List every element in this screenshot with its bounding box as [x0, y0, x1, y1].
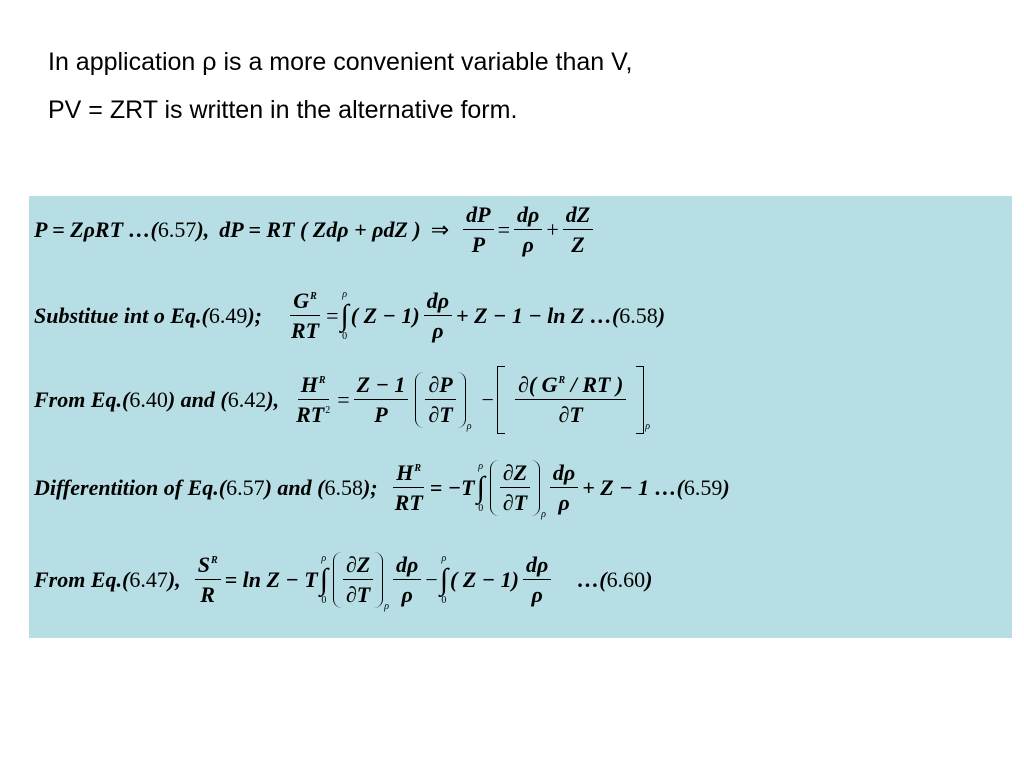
eq2-ref2: 6.58: [619, 302, 658, 328]
eq1-lhs: P = ZρRT …(: [34, 216, 158, 242]
eq1-plus: +: [546, 216, 559, 242]
eq3-equals: =: [337, 386, 350, 412]
eq2-tail: + Z − 1 − ln Z …(: [456, 302, 620, 328]
eq2-lhs-frac: $\frac{G^R}{RT}$: [291, 288, 320, 344]
eq5-prefix: From Eq.(: [34, 566, 130, 592]
eq1-ref: 6.57: [157, 216, 197, 242]
eq4-lhs-frac: $\frac{H^R}{RT}$: [394, 460, 423, 516]
integral-sign: ρ ∫ 0: [476, 460, 485, 514]
eq3-bracket: $\frac{\partial( G^R / RT )}{\partial T}$: [497, 372, 644, 428]
eq4-frac-drho: $\frac{d\rho}{\rho}$: [550, 460, 578, 516]
equation-from-6-40: From Eq.( 6.40 ) and ( 6.42 ), $\frac{H^R}{RT^2}$ = $\frac{Z - 1}{P}$ $\frac{\partial P}{\partial T}$ ρ − $\frac{\partial( G^R / RT )}{\partial T}$ ρ: [34, 372, 651, 432]
equation-6-58: Substitue int o Eq.( 6.49 ); $\frac{G^R}{RT}$ = ρ ∫ 0 ( Z − 1) $\frac{d\rho}{\rho}$ + Z − 1 − ln Z …( 6.58 ): [34, 288, 666, 344]
eq2-frac-drho: $\frac{d\rho}{\rho}$: [424, 288, 452, 344]
integral-sign: ρ ∫ 0: [340, 288, 349, 342]
equation-box: [29, 196, 1012, 638]
eq5-frac-drho: $\frac{d\rho}{\rho}$: [393, 552, 421, 608]
eq1-differential: dP = RT ( Zdρ + ρdZ ): [219, 216, 421, 242]
equation-6-57: [34, 202, 597, 258]
equation-6-60: From Eq.( 6.47 ), $\frac{S^R}{R}$ = ln Z − T ρ ∫ 0 $\frac{\partial Z}{\partial T}$ ρ $\frac{d\rho}{\rho}$ − ρ ∫ 0 ( Z − 1) $\frac{d\rho}{\rho}$ …( 6.60 ): [34, 552, 653, 612]
eq4-partial-paren: $\frac{\partial Z}{\partial T}$: [490, 460, 540, 516]
intro-line-1: In application ρ is a more convenient variable than V,: [48, 48, 633, 76]
eq5-tail: …(: [577, 566, 607, 592]
eq3-ref1: 6.40: [129, 386, 168, 412]
eq5-frac-drho-2: $\frac{d\rho}{\rho}$: [523, 552, 551, 608]
eq3-partial-paren: $\frac{\partial P}{\partial T}$: [415, 372, 465, 428]
eq3-ref2: 6.42: [227, 386, 267, 412]
eq3-frac-z: $\frac{Z - 1}{P}$: [354, 372, 409, 428]
eq3-minus: −: [481, 386, 494, 412]
eq4-prefix: Differentition of Eq.(: [34, 474, 227, 500]
equation-6-59: Differentition of Eq.( 6.57 ) and ( 6.58 ); $\frac{H^R}{RT}$ = −T ρ ∫ 0 $\frac{\partial Z}{\partial T}$ ρ $\frac{d\rho}{\rho}$ + Z − 1 …( 6.59 ): [34, 460, 730, 520]
eq4-equals: = −T: [429, 474, 475, 500]
eq3-prefix: From Eq.(: [34, 386, 130, 412]
eq2-equals: =: [326, 302, 339, 328]
integral-sign: ρ ∫ 0: [439, 552, 449, 606]
eq5-lhs-frac: $\frac{S^R}{R}$: [195, 552, 221, 608]
eq1-frac-drho: $\frac{d\rho}{\rho}$: [514, 202, 542, 258]
eq2-ref: 6.49: [208, 302, 248, 328]
eq1-frac-dp: $\frac{dP}{P}$: [463, 202, 493, 258]
eq5-minus: −: [425, 566, 438, 592]
eq1-close: ),: [196, 216, 210, 242]
eq2-close: );: [247, 302, 262, 328]
intro-text: [48, 38, 633, 134]
eq2-prefix: Substitue int o Eq.(: [34, 302, 209, 328]
eq2-integrand: ( Z − 1): [350, 302, 420, 328]
implies-arrow: ⇒: [430, 216, 450, 242]
eq5-integrand: ( Z − 1): [450, 566, 519, 592]
integral-sign: ρ ∫ 0: [319, 552, 328, 606]
intro-line-2: PV = ZRT is written in the alternative form.: [48, 96, 518, 124]
eq4-tail: + Z − 1 …(: [582, 474, 684, 500]
eq1-equals: =: [497, 216, 511, 242]
eq5-equals: = ln Z − T: [224, 566, 318, 592]
eq5-partial-paren: $\frac{\partial Z}{\partial T}$: [333, 552, 383, 608]
eq1-frac-dz: $\frac{dZ}{Z}$: [563, 202, 593, 258]
eq3-lhs-frac: $\frac{H^R}{RT^2}$: [296, 372, 331, 428]
